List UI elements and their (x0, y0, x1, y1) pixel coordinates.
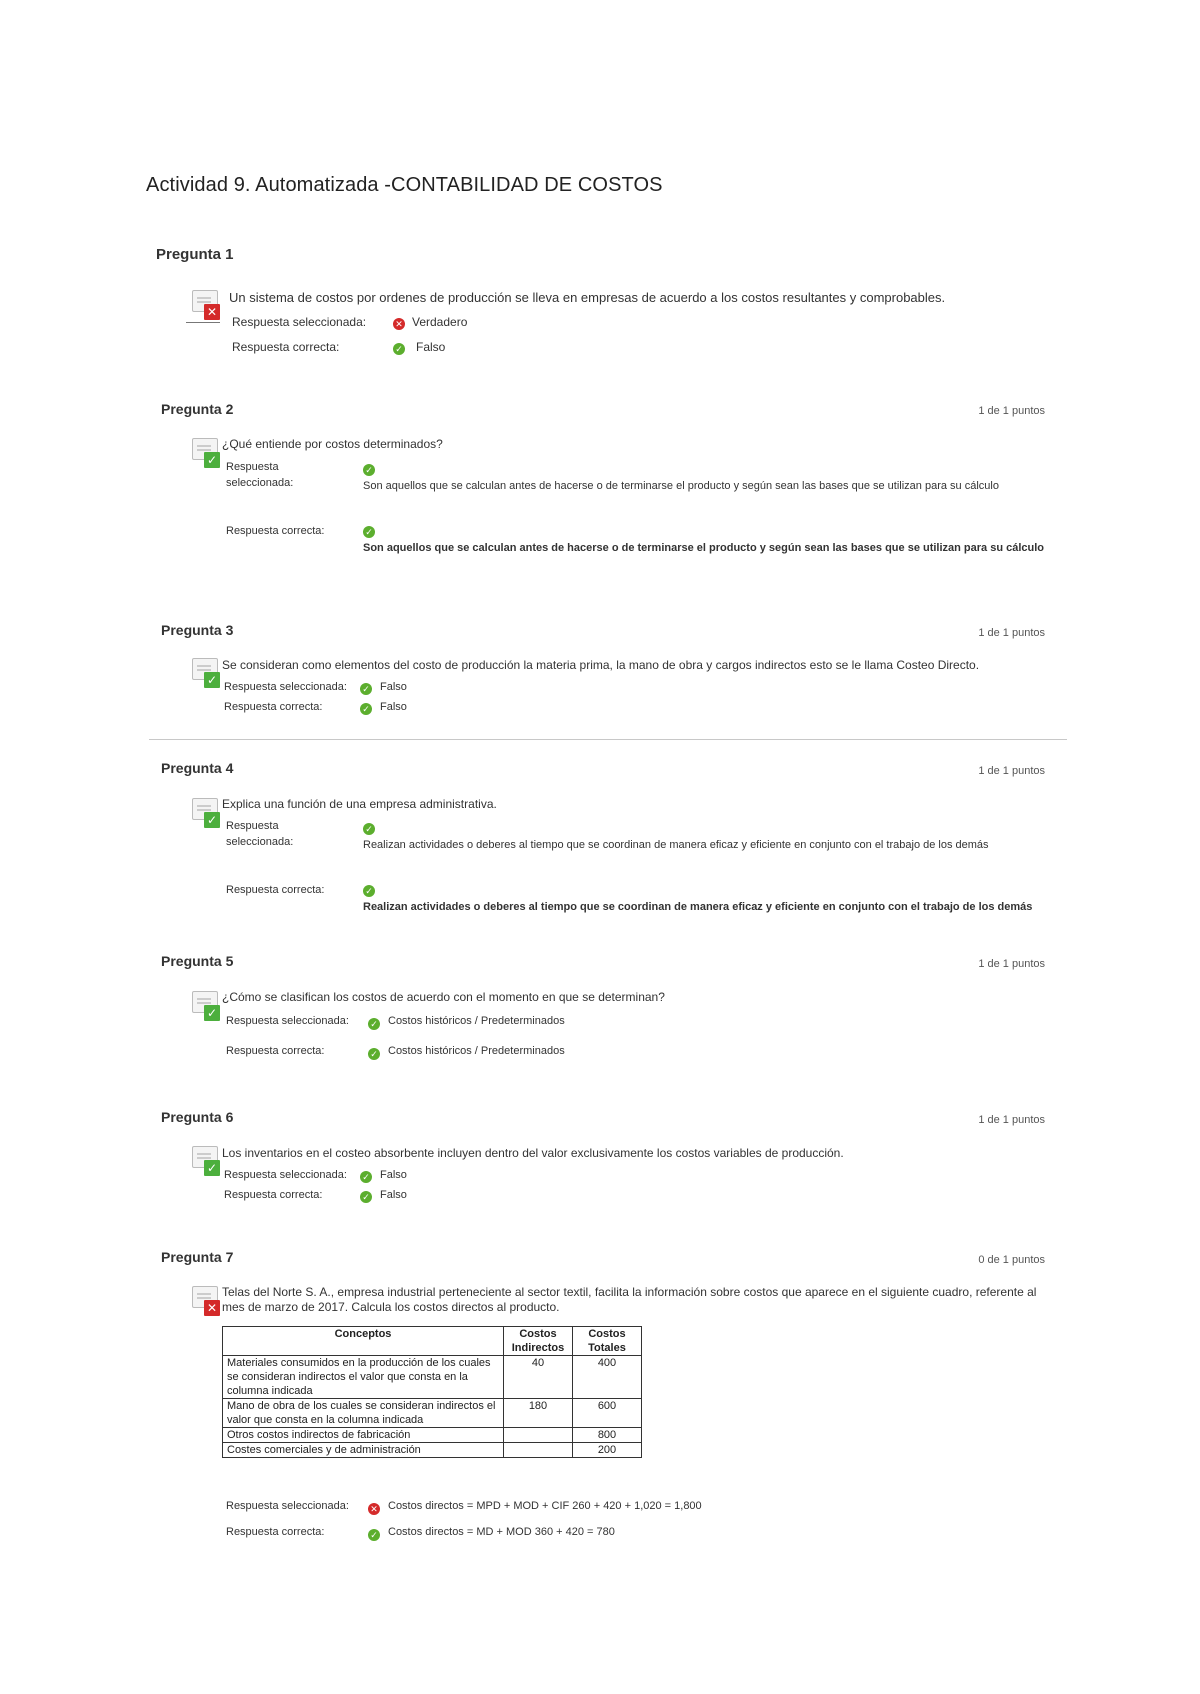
question-points: 1 de 1 puntos (978, 405, 1045, 417)
table-cell: 200 (573, 1443, 642, 1458)
correct-icon: ✓ (363, 823, 375, 835)
correct-answer: Costos históricos / Predeterminados (388, 1045, 565, 1057)
table-cell: 40 (504, 1356, 573, 1399)
column-header: Costos Indirectos (504, 1327, 573, 1356)
column-header: Costos Totales (573, 1327, 642, 1356)
question-title: Pregunta 2 (161, 401, 234, 417)
selected-answer: Son aquellos que se calculan antes de hacerse o de terminarse el producto y según sean las bases que se utilizan para su cálculo (363, 480, 999, 492)
selected-answer-label: Respuesta seleccionada: (224, 1169, 347, 1181)
correct-answer-label: Respuesta correcta: (226, 1045, 325, 1057)
costs-table (222, 1326, 642, 1458)
question-title: Pregunta 7 (161, 1249, 234, 1265)
selected-answer-label: Respuesta seleccionada: (232, 315, 367, 329)
correct-icon: ✓ (363, 464, 375, 476)
question-points: 1 de 1 puntos (978, 958, 1045, 970)
selected-answer-label: seleccionada: (226, 477, 294, 489)
correct-icon: ✓ (360, 683, 372, 695)
correct-icon: ✓ (360, 703, 372, 715)
question-correct-icon: ✓ (190, 796, 220, 826)
correct-icon: ✓ (368, 1529, 380, 1541)
question-title: Pregunta 4 (161, 760, 234, 776)
question-points: 1 de 1 puntos (978, 627, 1045, 639)
table-cell (504, 1428, 573, 1443)
table-row (223, 1428, 642, 1443)
selected-answer: Realizan actividades o deberes al tiempo que se coordinan de manera eficaz y eficiente en conjunto con el trabajo de los demás (363, 839, 989, 851)
question-text: Telas del Norte S. A., empresa industrial perteneciente al sector textil, facilita la información sobre costos que aparece en el siguiente cuadro, referente al mes de marzo de 2017. Calcula los costos directos al producto. (222, 1285, 1037, 1314)
correct-answer: Costos directos = MD + MOD 360 + 420 = 780 (388, 1526, 615, 1538)
correct-icon: ✓ (360, 1171, 372, 1183)
correct-icon: ✓ (360, 1191, 372, 1203)
correct-icon: ✓ (363, 526, 375, 538)
table-cell: 600 (573, 1399, 642, 1428)
table-cell: Mano de obra de los cuales se consideran indirectos el valor que consta en la columna indicada (223, 1399, 504, 1428)
correct-answer-label: Respuesta correcta: (232, 340, 340, 354)
table-cell: 180 (504, 1399, 573, 1428)
question-text: ¿Qué entiende por costos determinados? (222, 437, 443, 451)
correct-icon: ✓ (363, 885, 375, 897)
correct-icon: ✓ (368, 1018, 380, 1030)
selected-answer-label: Respuesta (226, 461, 279, 473)
question-points: 1 de 1 puntos (978, 765, 1045, 777)
question-title: Pregunta 6 (161, 1109, 234, 1125)
question-text: Los inventarios en el costeo absorbente incluyen dentro del valor exclusivamente los costos variables de producción. (222, 1146, 844, 1160)
question-text: Explica una función de una empresa administrativa. (222, 797, 497, 811)
question-correct-icon: ✓ (190, 436, 220, 466)
correct-answer: Son aquellos que se calculan antes de hacerse o de terminarse el producto y según sean las bases que se utilizan para su cálculo (363, 542, 1045, 554)
selected-answer: Falso (380, 681, 407, 693)
question-incorrect-icon: ✕ (190, 1284, 220, 1314)
question-points: 1 de 1 puntos (978, 1114, 1045, 1126)
incorrect-icon: ✕ (393, 318, 405, 330)
correct-icon: ✓ (393, 343, 405, 355)
selected-answer-label: Respuesta (226, 820, 279, 832)
question-title: Pregunta 1 (156, 246, 234, 263)
selected-answer: Costos históricos / Predeterminados (388, 1015, 565, 1027)
incorrect-icon: ✕ (368, 1503, 380, 1515)
question-points: 0 de 1 puntos (978, 1254, 1045, 1266)
table-row (223, 1443, 642, 1458)
selected-answer-label: Respuesta seleccionada: (224, 681, 347, 693)
correct-icon: ✓ (368, 1048, 380, 1060)
question-title: Pregunta 5 (161, 953, 234, 969)
costs-table-wrapper (222, 1326, 642, 1458)
correct-answer: Falso (416, 340, 446, 354)
column-header: Conceptos (223, 1327, 504, 1356)
page-title: Actividad 9. Automatizada -CONTABILIDAD DE COSTOS (146, 174, 663, 196)
table-header-row (223, 1327, 642, 1356)
correct-answer: Realizan actividades o deberes al tiempo que se coordinan de manera eficaz y eficiente en conjunto con el trabajo de los demás (363, 901, 1033, 913)
selected-answer: Falso (380, 1169, 407, 1181)
selected-answer: Verdadero (412, 315, 468, 329)
question-correct-icon: ✓ (190, 1144, 220, 1174)
question-text: Un sistema de costos por ordenes de producción se lleva en empresas de acuerdo a los costos resultantes y comprobables. (229, 290, 946, 305)
question-text: Se consideran como elementos del costo de producción la materia prima, la mano de obra y cargos indirectos esto se le llama Costeo Directo. (222, 658, 980, 672)
question-correct-icon: ✓ (190, 989, 220, 1019)
selected-answer-label: Respuesta seleccionada: (226, 1015, 349, 1027)
correct-answer: Falso (380, 701, 407, 713)
question-title: Pregunta 3 (161, 622, 234, 638)
table-cell: 800 (573, 1428, 642, 1443)
table-cell: Otros costos indirectos de fabricación (223, 1428, 504, 1443)
table-cell: Materiales consumidos en la producción de los cuales se consideran indirectos el valor que consta en la columna indicada (223, 1356, 504, 1399)
correct-answer-label: Respuesta correcta: (226, 525, 325, 537)
selected-answer: Costos directos = MPD + MOD + CIF 260 + 420 + 1,020 = 1,800 (388, 1500, 702, 1512)
table-cell (504, 1443, 573, 1458)
correct-answer: Falso (380, 1189, 407, 1201)
question-text: ¿Cómo se clasifican los costos de acuerdo con el momento en que se determinan? (222, 990, 665, 1004)
correct-answer-label: Respuesta correcta: (224, 701, 323, 713)
table-row (223, 1356, 642, 1399)
correct-answer-label: Respuesta correcta: (226, 1526, 325, 1538)
selected-answer-label: Respuesta seleccionada: (226, 1500, 349, 1512)
question-incorrect-icon: ✕ (190, 288, 220, 318)
correct-answer-label: Respuesta correcta: (224, 1189, 323, 1201)
divider (149, 739, 1067, 740)
correct-answer-label: Respuesta correcta: (226, 884, 325, 896)
question-correct-icon: ✓ (190, 656, 220, 686)
selected-answer-label: seleccionada: (226, 836, 294, 848)
table-row (223, 1399, 642, 1428)
table-cell: 400 (573, 1356, 642, 1399)
table-cell: Costes comerciales y de administración (223, 1443, 504, 1458)
